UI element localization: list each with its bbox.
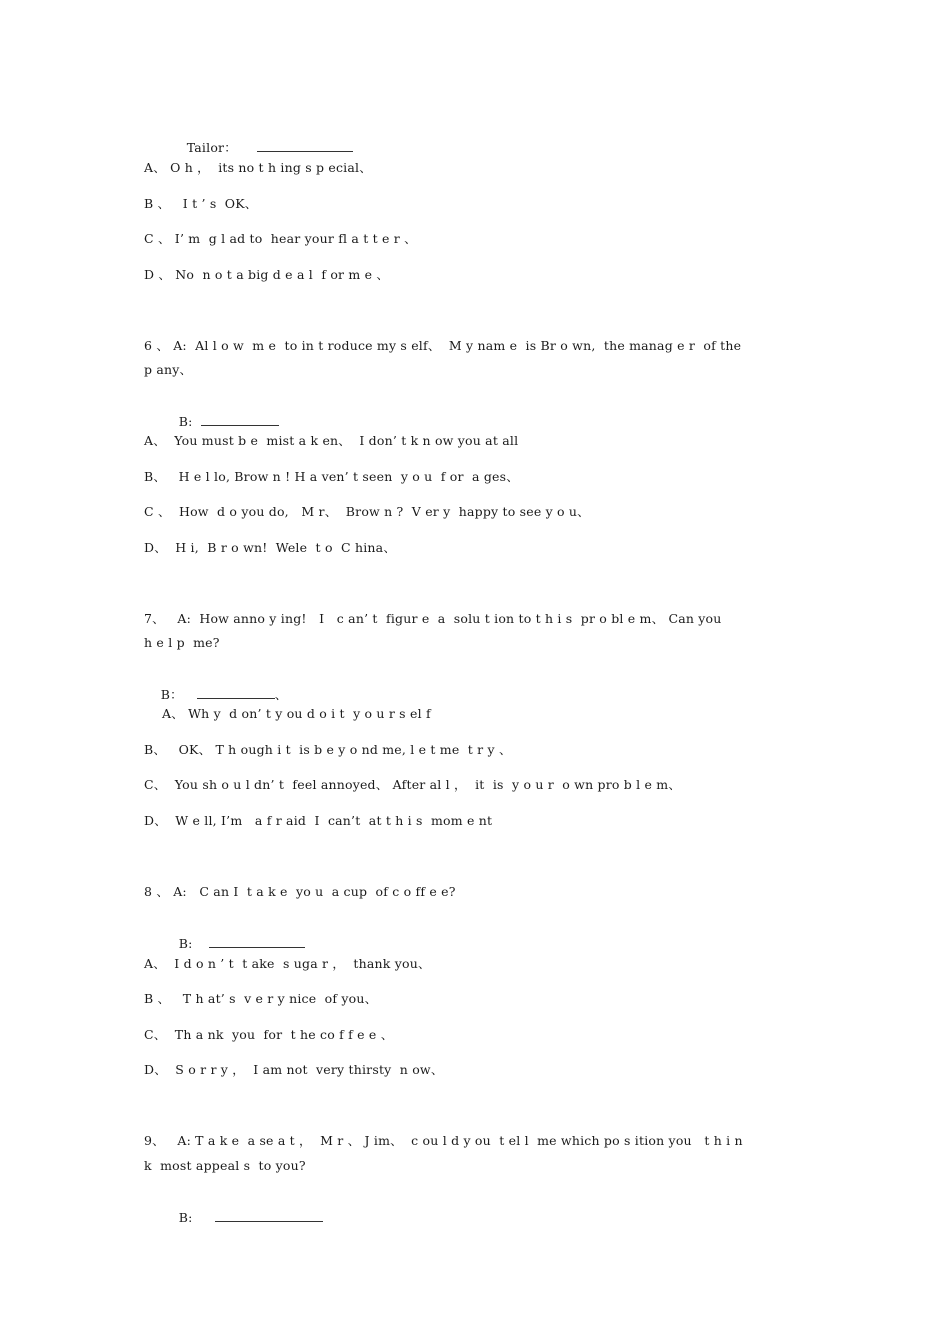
q9-stem-line1: 9、 A: T a k e a se a t ， M r 、 J im、 c ou l d y ou t el l me which po s ition you t h i n <box>144 1133 743 1148</box>
q5-option-a: A、 O h ， its no t h ing s p ecial、 <box>144 160 372 175</box>
q8-stem-line1: 8 、 A: C an I t a k e yo u a cup of c o ff e e? <box>144 884 456 899</box>
q6-option-b: B、 H e l lo, Brow n ! H a ven’ t seen y o u f or a ges、 <box>144 469 519 484</box>
q6-option-d: D、 H i, B r o wn! Wele t o C hina、 <box>144 540 397 555</box>
q7-stem-line2: h e l p me? <box>144 635 220 650</box>
q7-answer-blank <box>197 687 275 699</box>
q6-option-a: A、 You must b e mist a k en、 I don’ t k n ow you at all <box>144 433 519 448</box>
q5-option-c: C 、 I’ m g l ad to hear your fl a t t e r 、 <box>144 231 417 246</box>
q9-b-line <box>162 1194 323 1242</box>
q7-option-a: A、 Wh y d on’ t y ou d o i t y o u r s el f <box>162 706 431 721</box>
q9-answer-blank <box>215 1210 323 1222</box>
q6-answer-blank <box>201 414 279 426</box>
q6-b-label: B: <box>178 414 197 429</box>
q5-option-b: B 、 I t ’ s OK、 <box>144 196 258 211</box>
q7-b-suffix: 、 <box>274 687 288 702</box>
q9-b-label: B: <box>178 1210 197 1225</box>
q6-option-c: C 、 How d o you do, M r、 Brow n ? V er y happy to see y o u、 <box>144 504 590 519</box>
q5-tailor-label: Tailor： <box>186 140 237 155</box>
q8-option-b: B 、 T h at’ s v e r y nice of you、 <box>144 991 378 1006</box>
q8-answer-blank <box>209 936 305 948</box>
q5-option-d: D 、 No n o t a big d e a l f or m e 、 <box>144 267 390 282</box>
q6-stem-line2: p any、 <box>144 362 193 377</box>
q8-option-d: D、 S o r r y ， I am not very thirsty n ow、 <box>144 1062 444 1077</box>
q7-b-label: B： <box>160 687 183 702</box>
q7-option-d: D、 W e ll, I’m a f r aid I can’t at t h i s mom e nt <box>144 813 493 828</box>
q7-option-b: B、 OK、 T h ough i t is b e y o nd me, l e t me t r y 、 <box>144 742 512 757</box>
q8-option-c: C、 Th a nk you for t he co f f e e 、 <box>144 1027 394 1042</box>
q5-answer-blank <box>257 140 353 152</box>
q6-stem-line1: 6 、 A: Al l o w m e to in t roduce my s elf、 M y nam e is Br o wn, the manag e r of the <box>144 338 742 353</box>
q8-option-a: A、 I d o n ’ t t ake s uga r ， thank you、 <box>144 956 431 971</box>
q7-stem-line1: 7、 A: How anno y ing! I c an’ t figur e a solu t ion to t h i s pr o bl e m、 Can you <box>144 611 722 626</box>
q9-stem-line2: k most appeal s to you? <box>144 1158 306 1173</box>
q8-b-label: B: <box>178 936 197 951</box>
q7-option-c: C、 You sh o u l dn’ t feel annoyed、 After al l ， it is y o u r o wn pro b l e m、 <box>144 777 682 792</box>
